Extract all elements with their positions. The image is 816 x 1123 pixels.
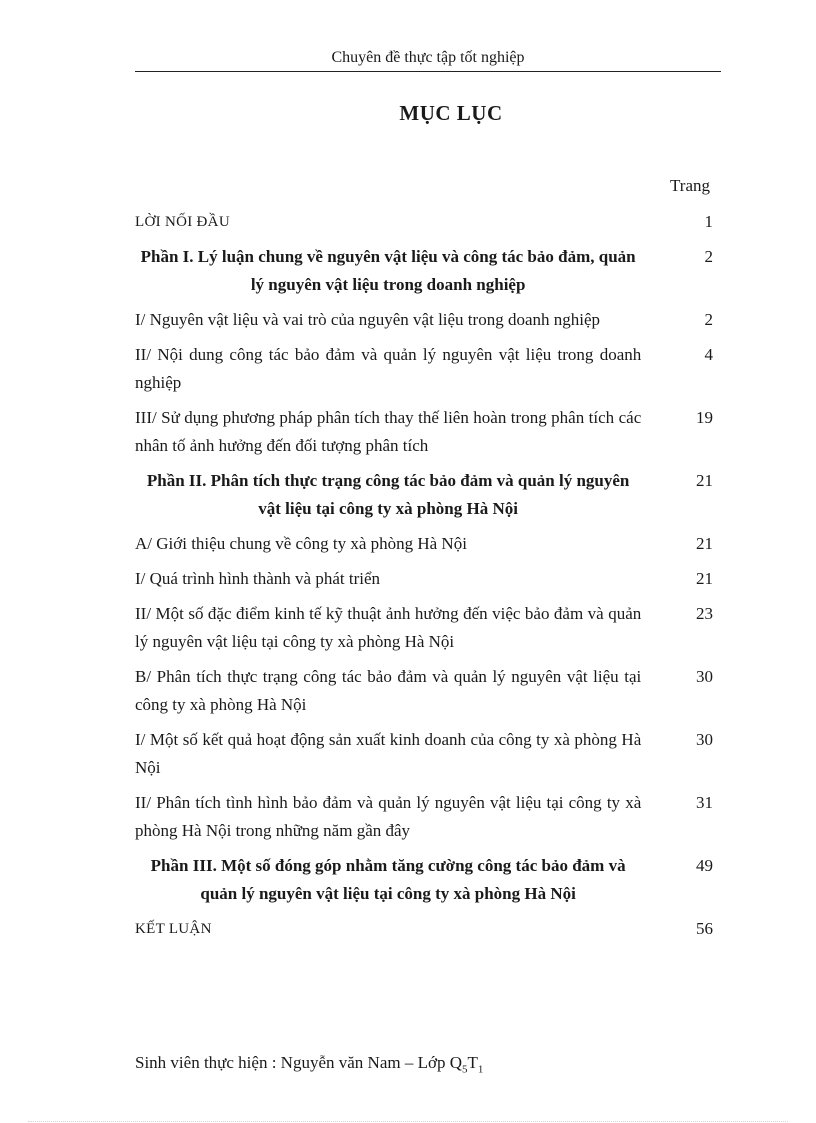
toc-entry-title: A/ Giới thiệu chung về công ty xà phòng Hà Nội <box>135 534 467 553</box>
toc-entry-page-number: 21 <box>696 471 713 490</box>
toc-entry-title: III/ Sử dụng phương pháp phân tích thay thế liên hoàn trong phân tích các nhân tố ảnh hưởng đến đối tượng phân tích <box>135 408 642 455</box>
toc-entry <box>135 530 715 558</box>
toc-entry-page-number: 30 <box>696 667 713 686</box>
toc-entry-page-number: 30 <box>696 730 713 749</box>
toc-entry-title: I/ Một số kết quả hoạt động sản xuất kinh doanh của công ty xà phòng Hà Nội <box>135 730 642 777</box>
toc-entry <box>135 243 715 299</box>
toc-entry-page-number: 49 <box>696 856 713 875</box>
toc-entry-page-number: 56 <box>696 919 713 938</box>
table-of-contents <box>135 208 715 950</box>
page-column-label: Trang <box>670 176 710 195</box>
toc-entry-page-number: 2 <box>704 247 713 266</box>
header-divider <box>135 71 721 72</box>
toc-entry-page-number: 23 <box>696 604 713 623</box>
toc-entry-title: II/ Một số đặc điểm kinh tế kỹ thuật ảnh hưởng đến việc bảo đảm và quản lý nguyên vật liệu tại công ty xà phòng Hà Nội <box>135 604 642 651</box>
toc-entry-title: Phần II. Phân tích thực trạng công tác bảo đảm và quản lý nguyên vật liệu tại công ty xà phòng Hà Nội <box>146 471 630 518</box>
toc-entry <box>135 565 715 593</box>
toc-entry <box>135 600 715 656</box>
toc-entry <box>135 915 715 943</box>
toc-entry <box>135 789 715 845</box>
toc-entry-page-number: 21 <box>696 569 713 588</box>
toc-entry <box>135 467 715 523</box>
toc-entry-title: II/ Phân tích tình hình bảo đảm và quản lý nguyên vật liệu tại công ty xà phòng Hà Nội trong những năm gần đây <box>135 793 642 840</box>
toc-entry-page-number: 19 <box>696 408 713 427</box>
page-bottom-border <box>28 1121 788 1122</box>
toc-entry <box>135 663 715 719</box>
footer-author-line <box>135 1053 483 1075</box>
footer-class-subscript-1: 5 <box>461 1063 468 1076</box>
document-title: MỤC LỤC <box>399 101 503 125</box>
toc-entry-title: Phần III. Một số đóng góp nhằm tăng cường công tác bảo đảm và quản lý nguyên vật liệu tại công ty xà phòng Hà Nội <box>150 856 626 903</box>
toc-entry-title: Phần I. Lý luận chung về nguyên vật liệu và công tác bảo đảm, quản lý nguyên vật liệu trong doanh nghiệp <box>140 247 636 294</box>
footer-class-subscript-2: 1 <box>477 1063 484 1076</box>
toc-entry-page-number: 21 <box>696 534 713 553</box>
toc-entry-title: I/ Nguyên vật liệu và vai trò của nguyên vật liệu trong doanh nghiệp <box>135 310 601 329</box>
toc-entry-title: II/ Nội dung công tác bảo đảm và quản lý nguyên vật liệu trong doanh nghiệp <box>135 345 642 392</box>
toc-entry <box>135 341 715 397</box>
toc-entry-title: B/ Phân tích thực trạng công tác bảo đảm và quản lý nguyên vật liệu tại công ty xà phòng Hà Nội <box>135 667 642 714</box>
footer-author-text: Sinh viên thực hiện : Nguyễn văn Nam – Lớp Q <box>135 1053 462 1072</box>
toc-entry <box>135 208 715 236</box>
toc-entry-title: KẾT LUẬN <box>135 921 212 937</box>
toc-entry-page-number: 2 <box>704 310 713 329</box>
toc-entry <box>135 404 715 460</box>
toc-entry <box>135 852 715 908</box>
toc-entry-title: I/ Quá trình hình thành và phát triển <box>135 569 381 588</box>
toc-entry <box>135 726 715 782</box>
footer-class-letter: T <box>467 1053 478 1072</box>
toc-entry-page-number: 31 <box>696 793 713 812</box>
toc-entry-title: LỜI NỐI ĐẦU <box>135 214 230 230</box>
toc-entry-page-number: 4 <box>704 345 713 364</box>
running-header: Chuyên đề thực tập tốt nghiệp <box>331 49 525 66</box>
toc-entry-page-number: 1 <box>704 212 713 231</box>
toc-entry <box>135 306 715 334</box>
